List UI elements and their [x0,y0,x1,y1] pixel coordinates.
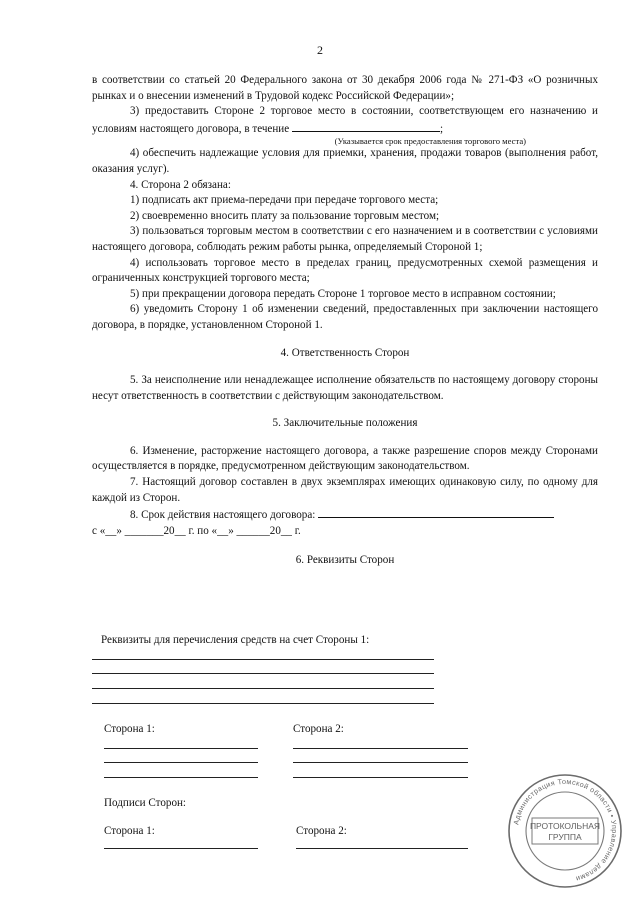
paragraph-law-reference: в соответствии со статьей 20 Федерального закона от 30 декабря 2006 года № 271-ФЗ «О розничных рынках и о внесении изменений в Трудовой кодекс Российской Федерации»; [92,74,598,102]
signatures-label: Подписи Сторон: [104,797,187,809]
term-hint: (Указывается срок предоставления торгового места) [334,136,526,147]
party1-line [104,777,258,778]
contract-text [92,73,598,569]
party1-line [104,762,258,763]
requisites-line [92,688,434,689]
paragraph-conditions: 4) обеспечить надлежащие условия для приемки, хранения, продажи товаров (выполнения работ, оказания услуг). [92,147,598,175]
party1-label: Сторона 1: [104,723,155,735]
paragraph-boundaries: 4) использовать торговое место в пределах границ, предусмотренных схемой размещения и ограниченных конструкцией торгового места; [92,256,598,285]
paragraph-term-text: 8. Срок действия настоящего договора: [130,509,316,522]
sign-party1-line [104,848,258,849]
paragraph-provide-place-text: 3) предоставить Стороне 2 торговое место в состоянии, соответствующем его назначению и условиям настоящего договора, в течение [92,105,598,135]
paragraph-liability: 5. За неисполнение или ненадлежащее исполнение обязательств по настоящему договору стороны несут ответственность в соответствии с действующим законодательством. [92,374,598,402]
paragraph-return-place: 5) при прекращении договора передать Стороне 1 торговое место в исправном состоянии; [130,287,556,300]
official-stamp [506,772,624,890]
heading-liability: 4. Ответственность Сторон [280,346,410,359]
paragraph-provide-place-end: ; [439,122,444,135]
paragraph-term [92,506,598,524]
paragraph-disputes: 6. Изменение, расторжение настоящего договора, а также разрешение споров между Сторонами осуществляется в порядке, предусмотренном действующим законодательством. [92,444,598,473]
paragraph-term-dates: с «__» _______20__ г. по «__» ______20__ г. [92,524,301,537]
paragraph-sign-act: 1) подписать акт приема-передачи при передаче торгового места; [130,194,439,207]
stamp-center-line2: ГРУППА [548,832,582,842]
party2-line [293,762,468,763]
term-blank-line [292,120,440,132]
stamp-outer-text: Администрация Томской области • Управление делами [511,776,620,884]
requisites-line [92,659,434,660]
page-number: 2 [317,43,323,57]
party2-label: Сторона 2: [293,723,344,735]
paragraph-use-place: 3) пользоваться торговым местом в соответствии с его назначением и в соответствии с условиями настоящего договора, соблюдать режим работы рынка, определяемый Стороной 1; [92,225,598,253]
requisites-line [92,673,434,674]
paragraph-notify: 6) уведомить Сторону 1 об изменении сведений, предоставленных при заключении настоящего договора, в порядке, установленном Стороной 1. [92,303,598,331]
party2-line [293,748,468,749]
paragraph-provide-place [92,104,598,137]
heading-requisites: 6. Реквизиты Сторон [295,554,395,567]
requisites-line [92,703,434,704]
paragraph-pay-fee: 2) своевременно вносить плату за пользование торговым местом; [130,209,440,222]
party2-line [293,777,468,778]
term-duration-blank [318,506,554,518]
sign-party2-label: Сторона 2: [296,825,347,837]
sign-party1-label: Сторона 1: [104,825,155,837]
paragraph-copies: 7. Настоящий договор составлен в двух экземплярах имеющих одинаковую силу, по одному для каждой из Сторон. [92,476,598,504]
transfer-requisites-label: Реквизиты для перечисления средств на счет Стороны 1: [101,634,370,646]
sign-party2-line [296,848,468,849]
stamp-center-line1: ПРОТОКОЛЬНАЯ [529,821,601,831]
paragraph-party2-obliged: 4. Сторона 2 обязана: [130,178,231,191]
heading-final-provisions: 5. Заключительные положения [272,417,418,430]
party1-line [104,748,258,749]
